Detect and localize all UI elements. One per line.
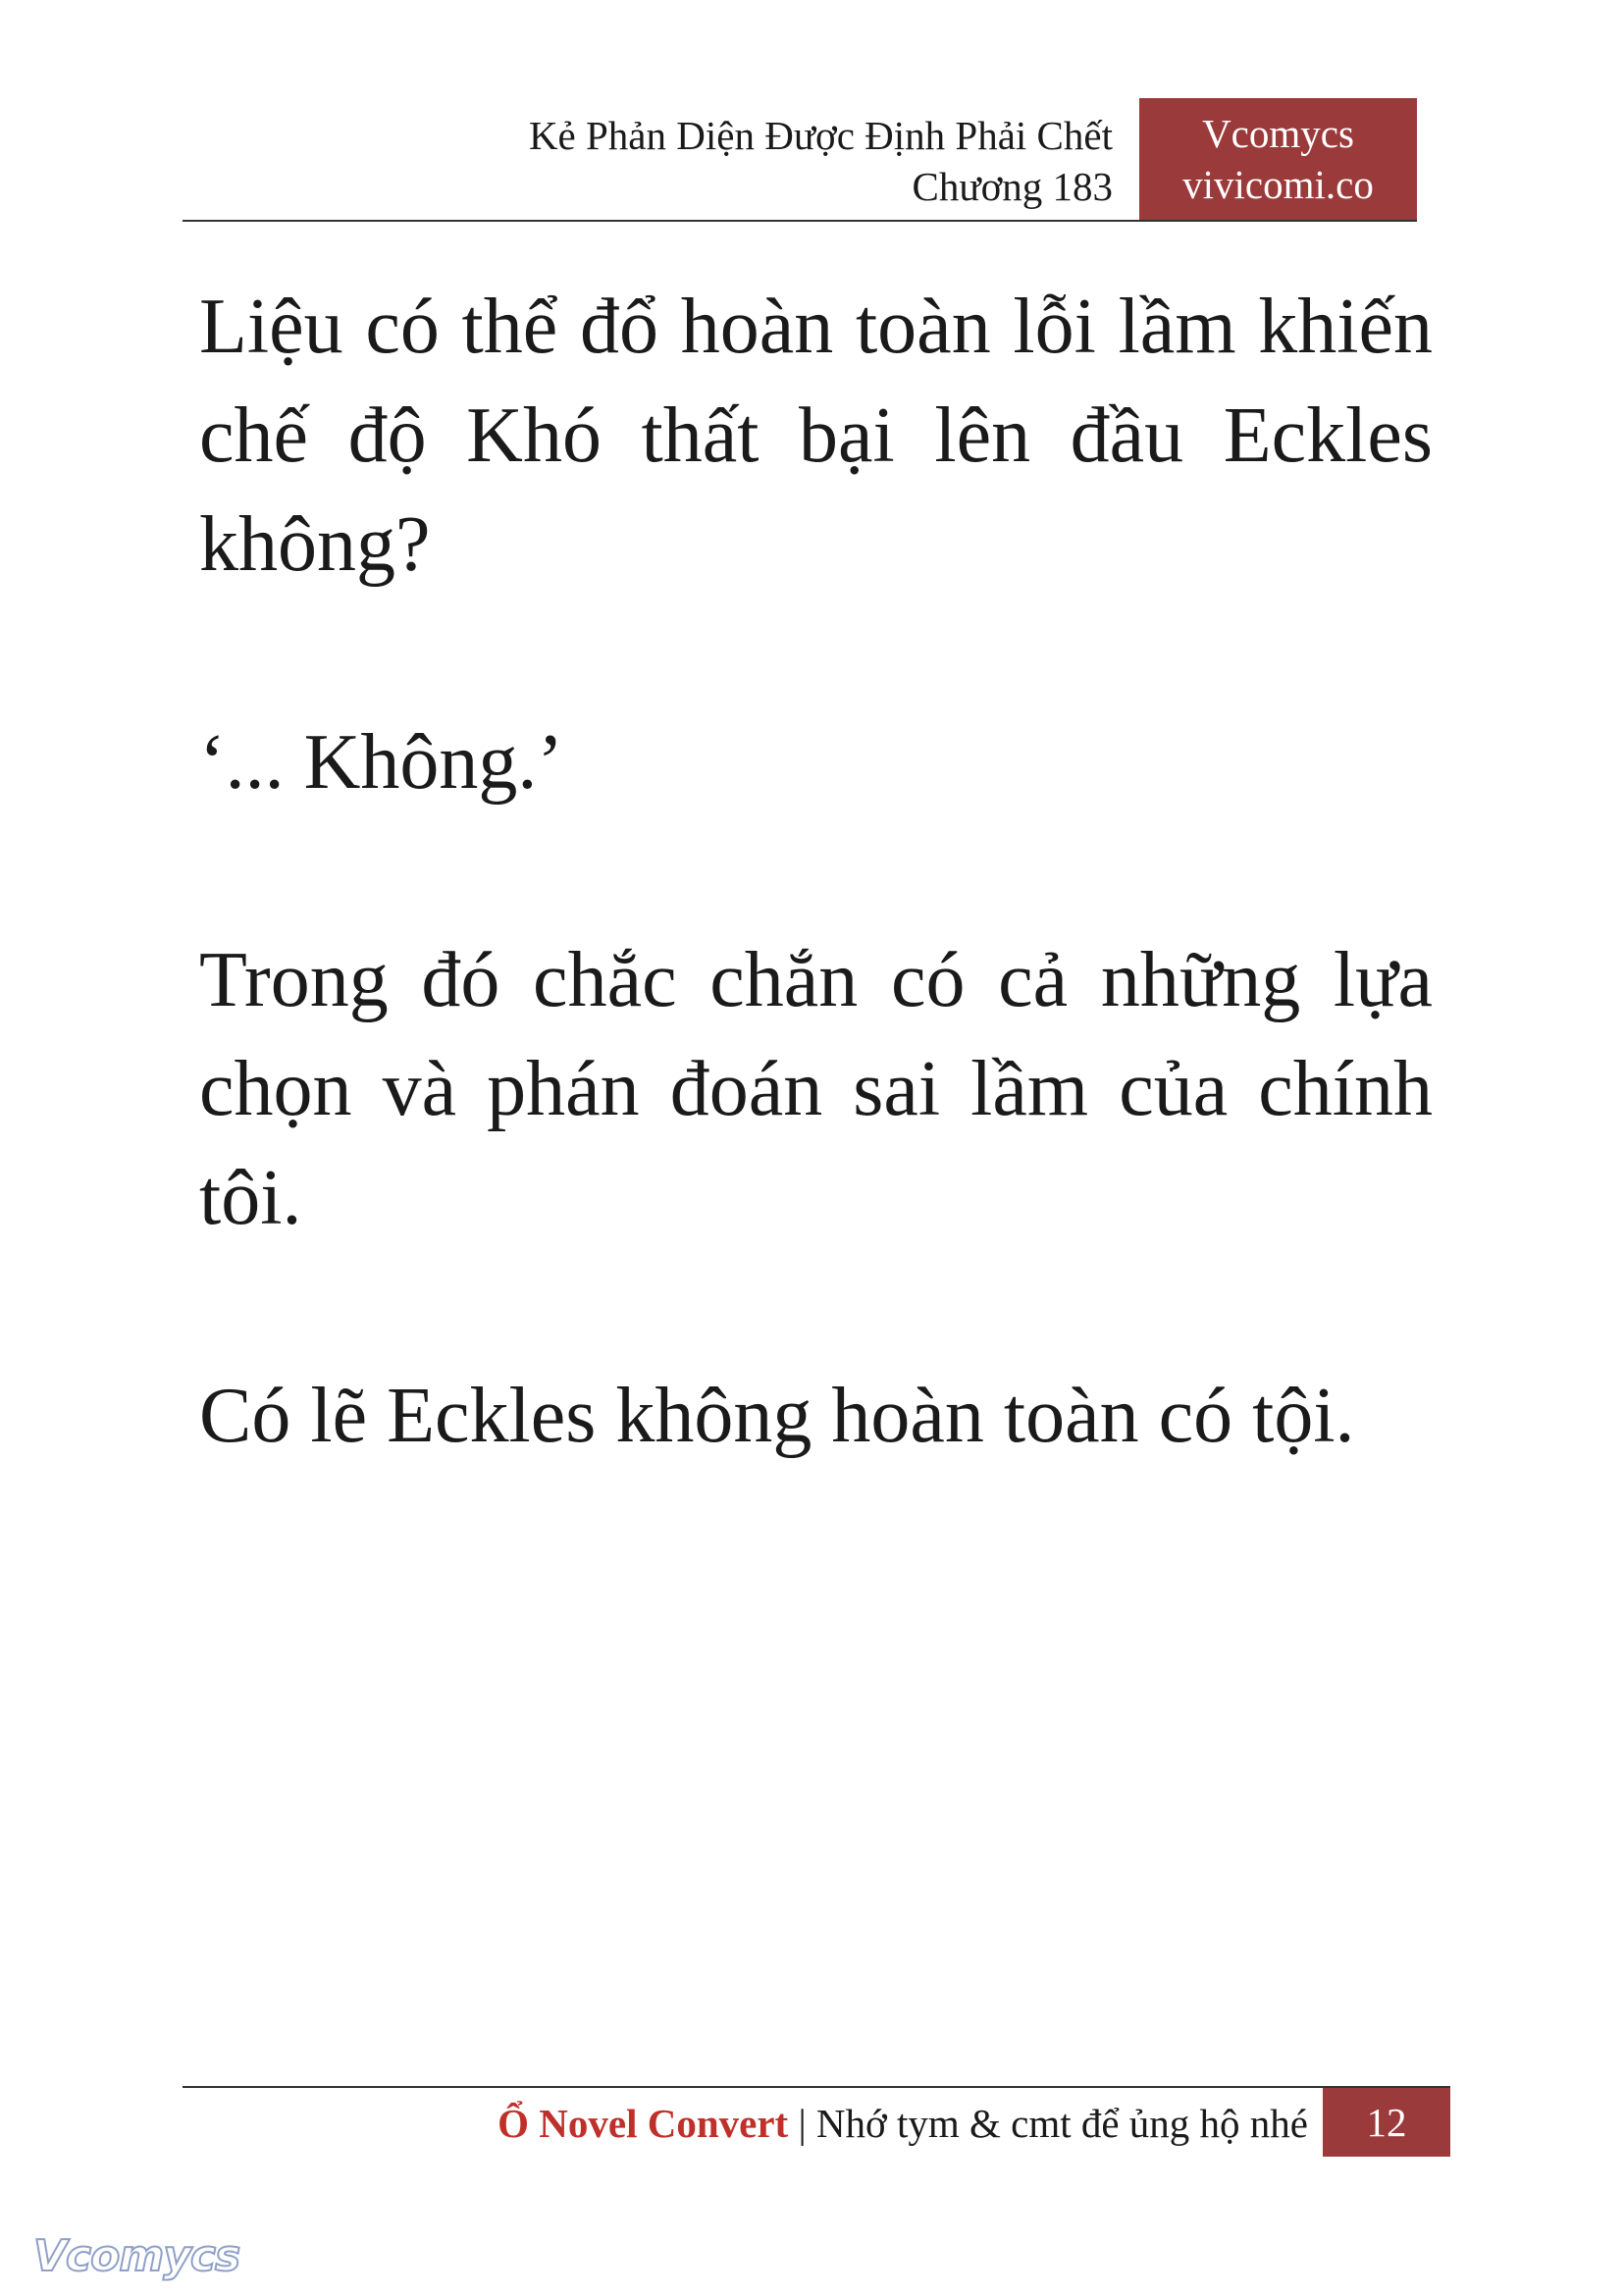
footer-separator: |	[798, 2101, 807, 2146]
page-number: 12	[1323, 2088, 1450, 2157]
brand-site: vivicomi.co	[1182, 162, 1374, 207]
footer-brand: Ổ Novel Convert	[498, 2101, 789, 2146]
brand-name: Vcomycs	[1202, 111, 1354, 156]
paragraph: ‘... Không.’	[199, 719, 564, 806]
header-titles	[529, 110, 1113, 212]
vcomycs-watermark-logo	[29, 2219, 250, 2294]
watermark-text: Vcomycs	[33, 2231, 240, 2281]
paragraph: Trong đó chắc chắn có cả những lựa chọn và phán đoán sai lầm của chính tôi.	[199, 937, 1433, 1241]
chapter-body	[199, 273, 1433, 1471]
page-header	[183, 98, 1417, 220]
book-title: Kẻ Phản Diện Được Định Phải Chết	[528, 113, 1113, 158]
header-brand-box	[1139, 98, 1417, 220]
paragraph: Có lẽ Eckles không hoàn toàn có tội.	[199, 1373, 1355, 1459]
footer-text	[498, 2096, 1308, 2151]
header-divider	[183, 220, 1417, 222]
footer-message: Nhớ tym & cmt để ủng hộ nhé	[815, 2101, 1308, 2146]
chapter-label: Chương 183	[912, 164, 1113, 209]
page-footer	[183, 2088, 1450, 2157]
paragraph: Liệu có thể đổ hoàn toàn lỗi lầm khiến chế độ Khó thất bại lên đầu Eckles không?	[199, 284, 1433, 588]
